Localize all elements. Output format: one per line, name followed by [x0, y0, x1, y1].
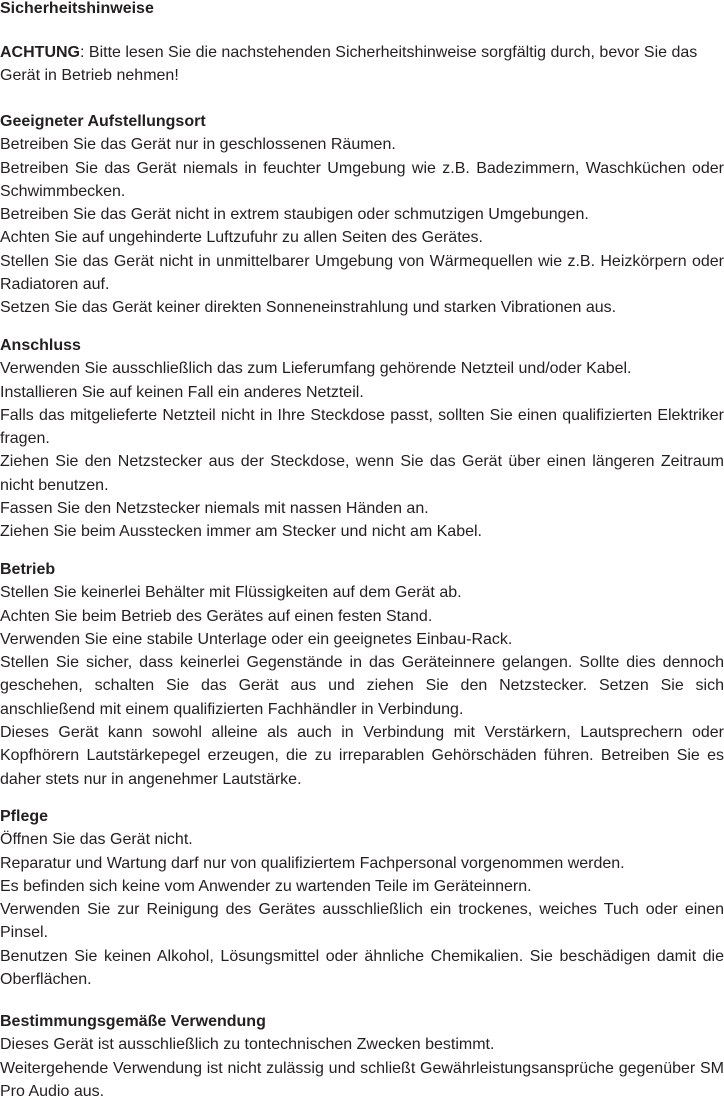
section-installation-location [0, 110, 724, 320]
section-heading: Betrieb [0, 561, 56, 578]
section-paragraph: Öffnen Sie das Gerät nicht. [0, 831, 193, 849]
section-paragraph: Falls das mitgelieferte Netzteil nicht in Ihre Steckdose passt, sollten Sie einen qualifizierten Elektriker fragen. [0, 406, 724, 448]
section-paragraph: Fassen Sie den Netzstecker niemals mit nassen Händen an. [0, 500, 429, 518]
section-paragraph: Betreiben Sie das Gerät niemals in feuchter Umgebung wie z.B. Badezimmern, Waschküchen oder Schwimmbecken. [0, 159, 724, 200]
warning-text: : Bitte lesen Sie die nachstehenden Sicherheitshinweise sorgfältig durch, bevor Sie das Gerät in Betrieb nehmen! [0, 44, 698, 84]
warning-label: ACHTUNG [0, 44, 80, 61]
section-connection [0, 334, 724, 544]
section-paragraph: Betreiben Sie das Gerät nur in geschlossenen Räumen. [0, 136, 396, 154]
section-paragraph: Setzen Sie das Gerät keiner direkten Sonneneinstrahlung und starken Vibrationen aus. [0, 299, 617, 317]
section-paragraph: Ziehen Sie beim Ausstecken immer am Stecker und nicht am Kabel. [0, 523, 482, 541]
section-paragraph: Verwenden Sie eine stabile Unterlage oder ein geeignetes Einbau-Rack. [0, 630, 513, 648]
page-title: Sicherheitshinweise [0, 0, 154, 17]
section-paragraph: Ziehen Sie den Netzstecker aus der Steckdose, wenn Sie das Gerät über einen längeren Zeitraum nicht benutzen. [0, 453, 724, 494]
section-paragraph: Achten Sie beim Betrieb des Gerätes auf einen festen Stand. [0, 607, 433, 625]
warning-notice [0, 41, 724, 87]
section-heading: Bestimmungsgemäße Verwendung [0, 1013, 266, 1030]
section-paragraph: Dieses Gerät ist ausschließlich zu tontechnischen Zwecken bestimmt. [0, 1036, 495, 1054]
section-heading: Anschluss [0, 337, 81, 354]
section-paragraph: Stellen Sie das Gerät nicht in unmittelbarer Umgebung von Wärmequellen wie z.B. Heizkörpern oder Radiatoren auf. [0, 252, 724, 294]
section-paragraph: Stellen Sie keinerlei Behälter mit Flüssigkeiten auf dem Gerät ab. [0, 584, 462, 602]
section-paragraph: Benutzen Sie keinen Alkohol, Lösungsmittel oder ähnliche Chemikalien. Sie beschädigen damit die Oberflächen. [0, 947, 724, 989]
section-paragraph: Verwenden Sie ausschließlich das zum Lieferumfang gehörende Netzteil und/oder Kabel. [0, 360, 632, 378]
section-paragraph: Installieren Sie auf keinen Fall ein anderes Netzteil. [0, 383, 364, 401]
section-heading: Geeigneter Aufstellungsort [0, 113, 206, 130]
section-paragraph: Betreiben Sie das Gerät nicht in extrem staubigen oder schmutzigen Umgebungen. [0, 206, 589, 224]
section-operation [0, 558, 724, 791]
section-paragraph: Verwenden Sie zur Reinigung des Gerätes ausschließlich ein trockenes, weiches Tuch oder einen Pinsel. [0, 901, 724, 942]
section-paragraph: Weitergehende Verwendung ist nicht zulässig und schließt Gewährleistungsansprüche gegenüber SM Pro Audio aus. [0, 1059, 724, 1100]
section-heading: Pflege [0, 808, 49, 825]
section-paragraph: Stellen Sie sicher, dass keinerlei Gegenstände in das Geräteinnere gelangen. Sollte dies dennoch geschehen, schalten Sie das Gerät aus und ziehen Sie den Netzstecker. Setzen Sie sich anschließend mit einem qualifizierten Fachhändler in Verbindung. [0, 654, 724, 718]
section-paragraph: Reparatur und Wartung darf nur von qualifiziertem Fachpersonal vorgenommen werden. [0, 854, 625, 872]
section-intended-use [0, 1010, 724, 1103]
section-paragraph: Dieses Gerät kann sowohl alleine als auch in Verbindung mit Verstärkern, Lautsprechern oder Kopfhörern Lautstärkepegel erzeugen, die zu irreparablen Gehörschäden führen. Betreiben Sie es daher stets nur in angenehmer Lautstärke. [0, 724, 724, 788]
section-paragraph: Achten Sie auf ungehinderte Luftzufuhr zu allen Seiten des Gerätes. [0, 229, 483, 247]
section-paragraph: Es befinden sich keine vom Anwender zu wartenden Teile im Geräteinnern. [0, 877, 532, 895]
section-care [0, 805, 724, 991]
